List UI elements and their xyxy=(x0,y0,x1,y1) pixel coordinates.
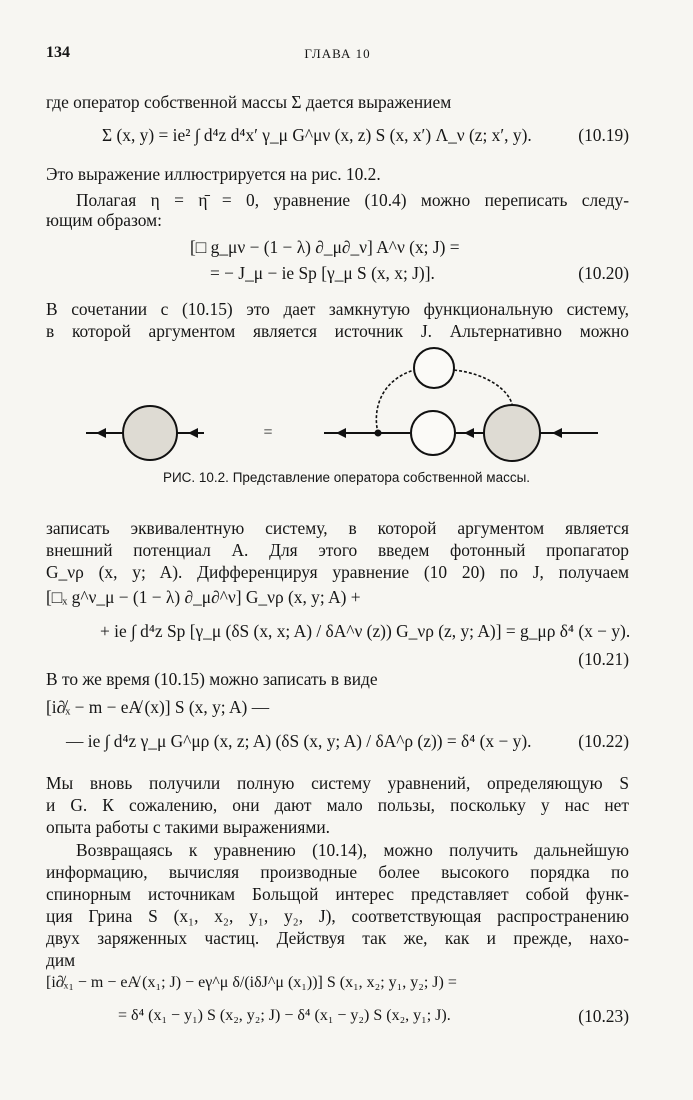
text-line: и G. К сожалению, они дают мало пользы, поскольку у нас нет xyxy=(46,795,629,815)
text-line: В сочетании с (10.15) это дает замкнутую функциональную систему, xyxy=(46,299,629,319)
equation-10-23-line2: = δ⁴ (x₁ − y₁) S (x₂, y₂; J) − δ⁴ (x₁ − y₂) S (x₂, y₁; J). xyxy=(118,1007,451,1024)
text-line: внешний потенциал A. Для этого введем фотонный пропагатор xyxy=(46,540,629,560)
equation-number: (10.19) xyxy=(578,125,629,145)
equals-sign: = xyxy=(263,424,273,441)
left-arrowhead xyxy=(96,428,106,438)
right-arrowhead xyxy=(336,428,346,438)
text-line: ющим образом: xyxy=(46,210,162,230)
right-out-arrowhead xyxy=(552,428,562,438)
text-line: ция Грина S (x₁, x₂, y₁, y₂, J), соответствующая распространению xyxy=(46,906,629,926)
text-line: Возвращаясь к уравнению (10.14), можно получить дальнейшую xyxy=(76,840,629,860)
fermion-loop-bubble xyxy=(411,411,455,455)
propagator-blob-left xyxy=(123,406,177,460)
left-out-arrowhead xyxy=(188,428,198,438)
equation-10-20-line1: [□ g_μν − (1 − λ) ∂_μ∂_ν] A^ν (x; J) = xyxy=(190,237,460,257)
text-line: где оператор собственной массы Σ дается выражением xyxy=(46,92,452,112)
text-line: Мы вновь получили полную систему уравнений, определяющую S xyxy=(46,773,629,793)
equation-10-22-line1: [i∂̸ₓ − m − eA̸ (x)] S (x, y; A) — xyxy=(46,697,270,717)
text-line: записать эквивалентную систему, в которой аргументом является xyxy=(46,518,629,538)
equation-10-22-line2: — ie ∫ d⁴z γ_μ G^μρ (x, z; A) (δS (x, y; A) / δA^ρ (z)) = δ⁴ (x − y). xyxy=(66,731,532,751)
figure-10-2 xyxy=(0,338,693,468)
chapter-title: ГЛАВА 10 xyxy=(304,46,371,61)
photon-line-right xyxy=(454,370,512,404)
text-line: спинорным источникам Больщой интерес представляет собой функ- xyxy=(46,884,629,904)
vertex-blob-right xyxy=(484,405,540,461)
text-line: Это выражение иллюстрируется на рис. 10.2. xyxy=(46,164,381,184)
equation-10-19: Σ (x, y) = ie² ∫ d⁴z d⁴x′ γ_μ G^μν (x, z) S (x, x′) Λ_ν (z; x′, y). xyxy=(102,125,532,145)
text-line: двух заряженных частиц. Действуя так же, как и прежде, нахо- xyxy=(46,928,629,948)
page-header xyxy=(46,44,629,66)
text-line: дим xyxy=(46,950,76,970)
text-line: G_νρ (x, y; A). Дифференцируя уравнение (10 20) по J, получаем xyxy=(46,562,629,582)
text-line: в которой аргументом является источник J. Альтернативно можно xyxy=(46,321,629,341)
photon-line-left xyxy=(376,370,414,433)
equation-number: (10.21) xyxy=(578,649,629,669)
page-number: 134 xyxy=(46,44,70,61)
equation-10-21-line1: [□ₓ g^ν_μ − (1 − λ) ∂_μ∂^ν] G_νρ (x, y; A) + xyxy=(46,587,361,607)
equation-number: (10.22) xyxy=(578,731,629,751)
figure-caption: РИС. 10.2. Представление оператора собственной массы. xyxy=(162,470,531,485)
text-line: информацию, вычисляя производные более высокого порядка по xyxy=(46,862,629,882)
mid-arrowhead xyxy=(464,428,474,438)
equation-number: (10.20) xyxy=(578,263,629,283)
text-line: опыта работы с такими выражениями. xyxy=(46,817,331,837)
equation-10-20-line2: = − J_μ − ie Sp [γ_μ S (x, x; J)]. xyxy=(210,263,435,283)
equation-10-23-line1: [i∂̸ₓ₁ − m − eA̸ (x₁; J) − eγ^μ δ/(iδJ^μ (x₁))] S (x₁, x₂; y₁, y₂; J) = xyxy=(46,974,457,991)
photon-loop-bubble xyxy=(414,348,454,388)
equation-10-21-line2: + ie ∫ d⁴z Sp [γ_μ (δS (x, x; A) / δA^ν (z)) G_νρ (z, y; A)] = g_μρ δ⁴ (x − y). xyxy=(100,621,631,641)
equation-number: (10.23) xyxy=(578,1006,629,1026)
text-line: В то же время (10.15) можно записать в виде xyxy=(46,669,378,689)
text-line: Полагая η = η̄ = 0, уравнение (10.4) можно переписать следу- xyxy=(76,190,629,210)
